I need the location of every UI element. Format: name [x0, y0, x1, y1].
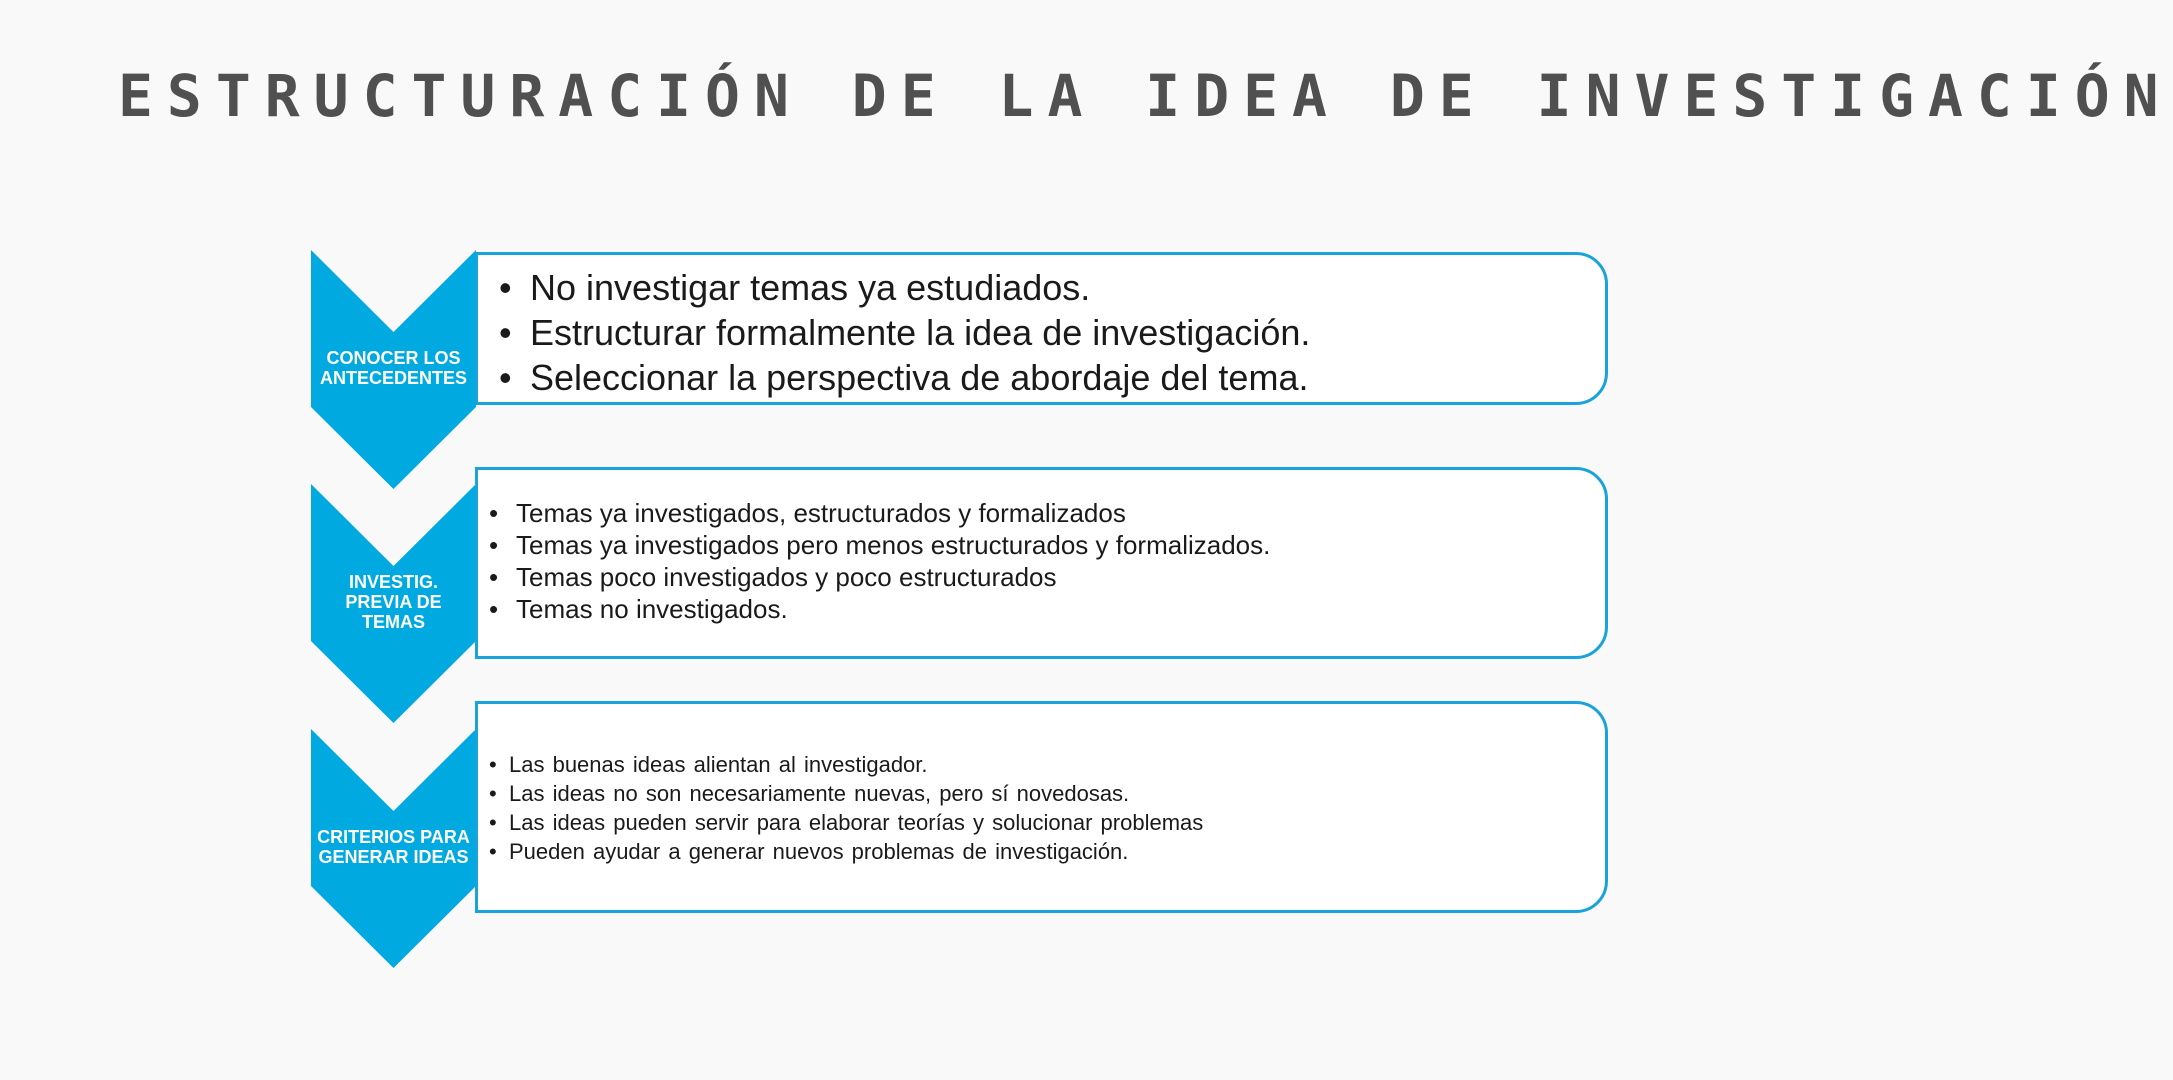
bullet-list: [478, 255, 1605, 400]
bullet-item: • Temas poco investigados y poco estructurados: [489, 561, 1605, 593]
chevron-label-line: TEMAS: [362, 612, 425, 632]
chevron-label: [311, 348, 476, 388]
chevron-label-line: GENERAR IDEAS: [318, 847, 469, 867]
chevron-label-line: CRITERIOS PARA: [317, 827, 470, 847]
bullet-list: [478, 470, 1605, 625]
bullet-item: • Las buenas ideas alientan al investigador.: [489, 750, 1605, 779]
bullet-item: • Pueden ayudar a generar nuevos problemas de investigación.: [489, 837, 1605, 866]
chevron-label-line: ANTECEDENTES: [319, 368, 467, 388]
bullet-item: • Seleccionar la perspectiva de abordaje del tema.: [499, 355, 1605, 400]
chevron-label-line: PREVIA DE: [345, 592, 442, 612]
bullet-list: [478, 704, 1605, 866]
chevron-step-1: [311, 250, 476, 489]
chevron-label-line: CONOCER LOS: [326, 348, 461, 368]
content-box-step-3: [475, 701, 1608, 913]
bullet-item: • Temas no investigados.: [489, 593, 1605, 625]
bullet-item: • Las ideas no son necesariamente nuevas, pero sí novedosas.: [489, 779, 1605, 808]
content-box-step-1: [475, 252, 1608, 405]
chevron-step-2: [311, 484, 476, 723]
bullet-item: • No investigar temas ya estudiados.: [499, 265, 1605, 310]
bullet-item: • Temas ya investigados, estructurados y formalizados: [489, 497, 1605, 529]
bullet-item: • Las ideas pueden servir para elaborar teorías y solucionar problemas: [489, 808, 1605, 837]
bullet-item: • Temas ya investigados pero menos estructurados y formalizados.: [489, 529, 1605, 561]
content-box-step-2: [475, 467, 1608, 659]
slide-title: ESTRUCTURACIÓN DE LA IDEA DE INVESTIGACIÓN: [118, 62, 2173, 130]
chevron-step-3: [311, 729, 476, 968]
chevron-label: [311, 827, 476, 867]
bullet-item: • Estructurar formalmente la idea de investigación.: [499, 310, 1605, 355]
chevron-label: [311, 572, 476, 632]
chevron-label-line: INVESTIG.: [348, 572, 438, 592]
